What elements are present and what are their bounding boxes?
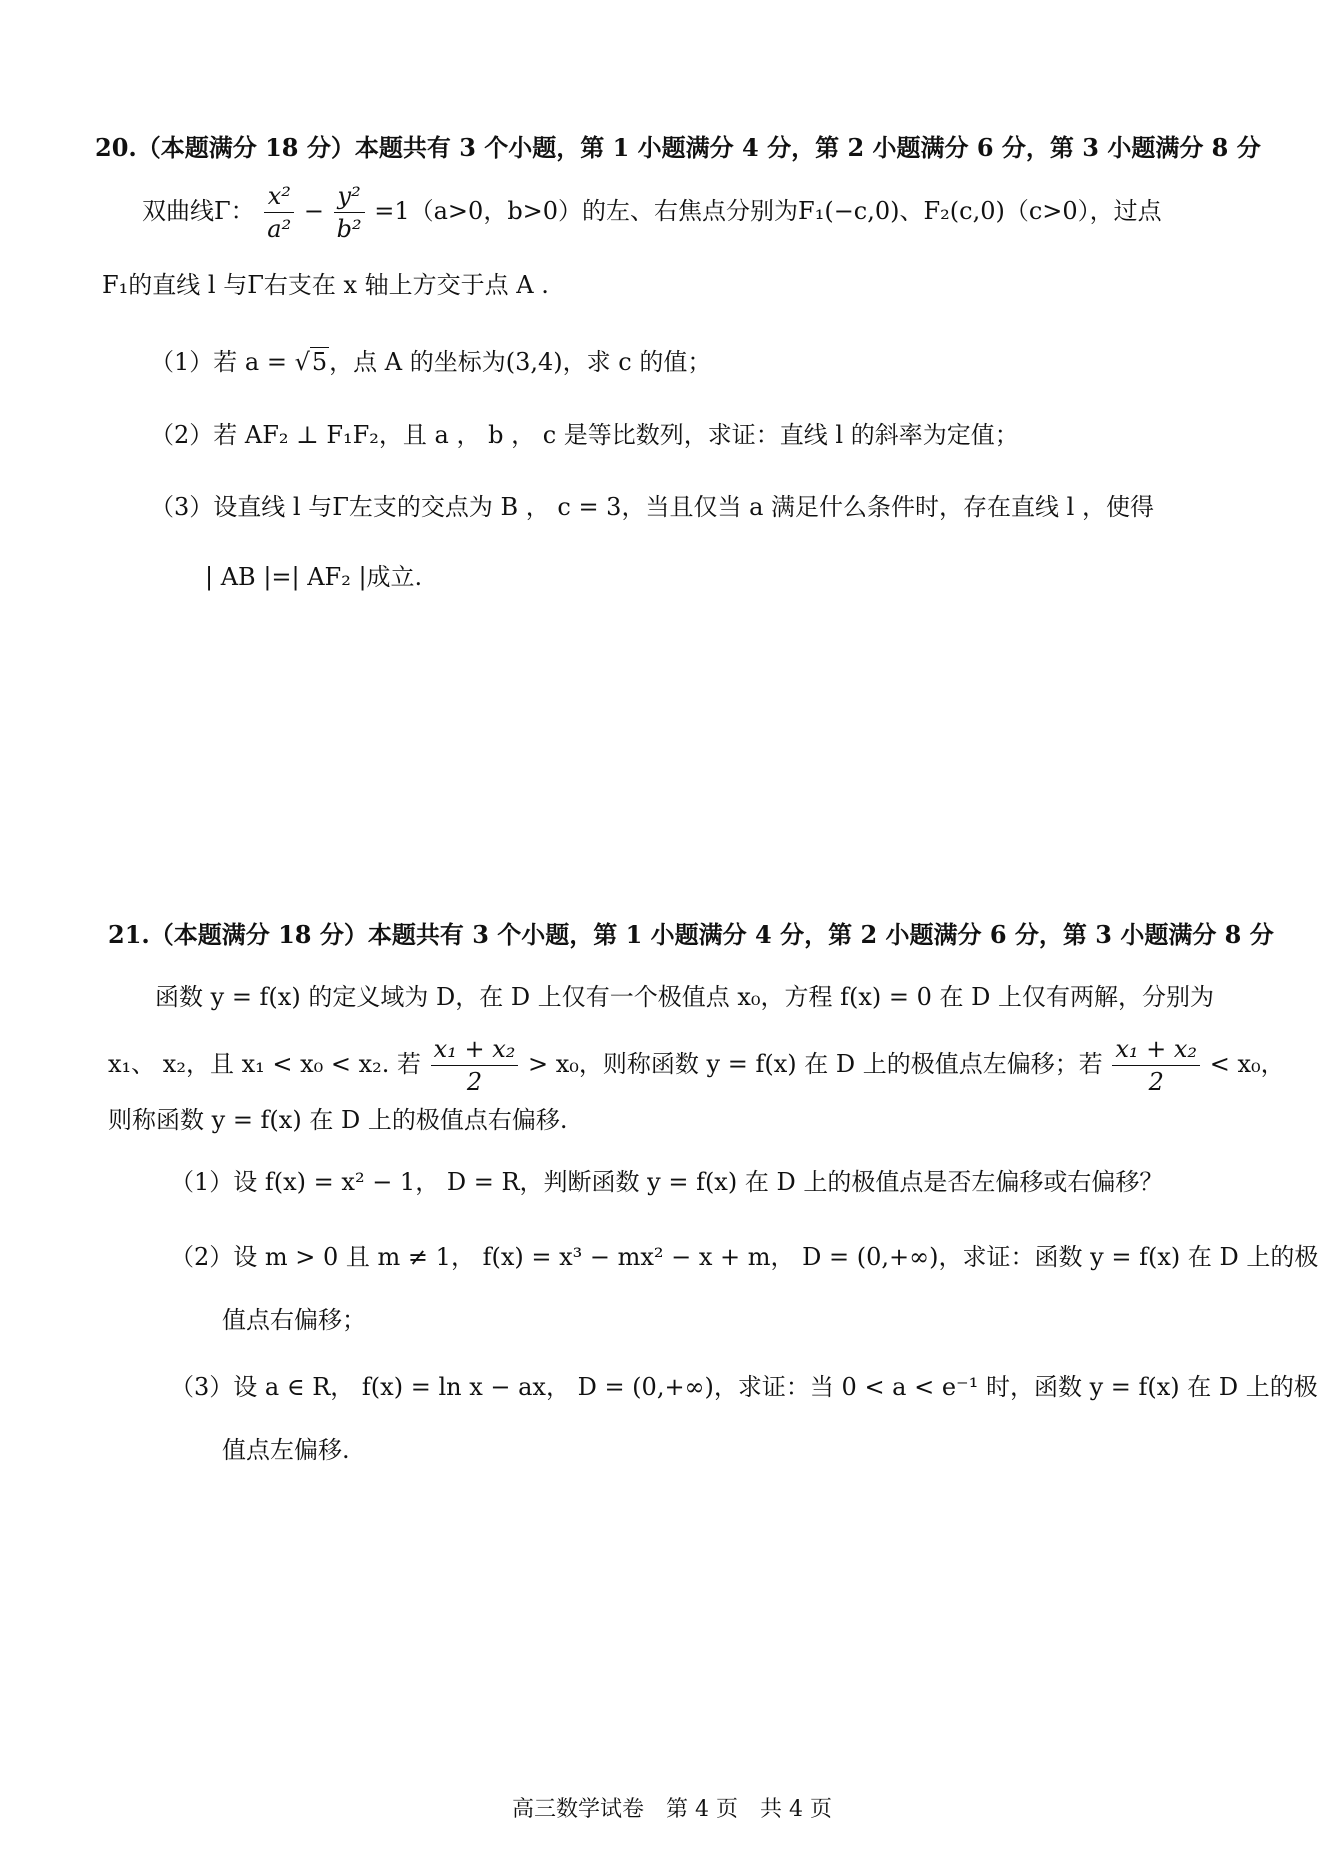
- q20-frac2-num: y²: [334, 182, 365, 213]
- q21-header: 21.（本题满分 18 分）本题共有 3 个小题，第 1 小题满分 4 分，第 2 小题满分 6 分，第 3 小题满分 8 分: [108, 920, 1274, 949]
- q20-intro-prefix: 双曲线Γ：: [142, 197, 255, 225]
- q21-frac-left-den: 2: [466, 1068, 483, 1096]
- q21-intro-line2: [108, 1035, 1285, 1096]
- q20-intro-line2: F₁的直线 l 与Γ右支在 x 轴上方交于点 A .: [102, 271, 549, 299]
- q20-part1: （1）若 a = √5，点 A 的坐标为(3,4)，求 c 的值；: [150, 348, 712, 376]
- q20-part1-a: （1）若 a =: [150, 348, 295, 376]
- q21-part2-line1: （2）设 m > 0 且 m ≠ 1， f(x) = x³ − mx² − x + m， D = (0,+∞)，求证：函数 y = f(x) 在 D 上的极: [170, 1243, 1319, 1271]
- q21-line2-c: < x₀，: [1209, 1050, 1285, 1078]
- q20-part2: （2）若 AF₂ ⊥ F₁F₂，且 a ， b ， c 是等比数列，求证：直线 l 的斜率为定值；: [150, 421, 1019, 449]
- q20-frac2-den: b²: [336, 215, 362, 243]
- q21-part1: （1）设 f(x) = x² − 1， D = R，判断函数 y = f(x) 在 D 上的极值点是否左偏移或右偏移？: [170, 1168, 1164, 1196]
- q20-part3-line1: （3）设直线 l 与Γ左支的交点为 B ， c = 3，当且仅当 a 满足什么条件时，存在直线 l ，使得: [150, 493, 1154, 521]
- q21-part3-line1: （3）设 a ∈ R， f(x) = ln x − ax， D = (0,+∞)，求证：当 0 < a < e⁻¹ 时，函数 y = f(x) 在 D 上的极: [170, 1373, 1318, 1401]
- q20-frac1-num: x²: [264, 182, 294, 213]
- q21-fraction-right: [1112, 1035, 1200, 1096]
- q21-fraction-left: [431, 1035, 519, 1096]
- page-footer: 高三数学试卷 第 4 页 共 4 页: [512, 1797, 832, 1822]
- q21-part3-line2: 值点左偏移.: [222, 1436, 350, 1464]
- q20-fraction-y: [334, 182, 365, 243]
- q20-intro-line1: [142, 182, 1162, 243]
- q20-frac1-den: a²: [267, 215, 292, 243]
- q20-intro-suffix: =1（a>0，b>0）的左、右焦点分别为F₁(−c,0)、F₂(c,0)（c>0），过点: [374, 197, 1162, 225]
- q21-line2-a: x₁、 x₂，且 x₁ < x₀ < x₂. 若: [108, 1050, 422, 1078]
- q20-part1-sqrt: 5: [311, 348, 328, 376]
- q20-part3-line2: | AB |=| AF₂ |成立.: [205, 563, 423, 591]
- q21-frac-right-num: x₁ + x₂: [1112, 1035, 1200, 1066]
- q20-header: 20.（本题满分 18 分）本题共有 3 个小题，第 1 小题满分 4 分，第 2 小题满分 6 分，第 3 小题满分 8 分: [95, 133, 1261, 162]
- q21-intro-line3: 则称函数 y = f(x) 在 D 上的极值点右偏移.: [108, 1106, 568, 1134]
- q21-intro-line1: 函数 y = f(x) 的定义域为 D，在 D 上仅有一个极值点 x₀，方程 f(x) = 0 在 D 上仅有两解，分别为: [155, 983, 1215, 1011]
- q20-part1-b: ，点 A 的坐标为(3,4)，求 c 的值；: [329, 348, 712, 376]
- q21-line2-b: > x₀，则称函数 y = f(x) 在 D 上的极值点左偏移；若: [528, 1050, 1103, 1078]
- q21-part2-line2: 值点右偏移；: [222, 1306, 366, 1334]
- q20-fraction-x: [264, 182, 294, 243]
- q20-minus: −: [303, 197, 324, 225]
- q21-frac-right-den: 2: [1148, 1068, 1164, 1096]
- q21-frac-left-num: x₁ + x₂: [431, 1035, 519, 1066]
